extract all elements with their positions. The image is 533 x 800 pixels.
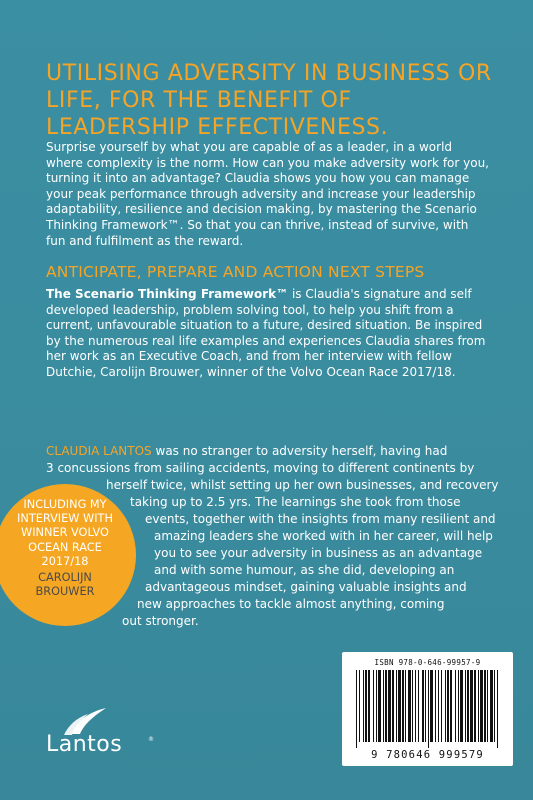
intro-paragraph: Surprise yourself by what you are capable of as a leader, in a world where complexity is the norm. How can you make adversity work for you, turning it into an advantage? Claudia shows you how you can manage your peak performance through adversity and increase your leadership adaptability, resilience and decision making, by mastering the Scenario Thinking Framework™. So that you can thrive, instead of survive, with fun and fulfilment as the reward.: [46, 140, 489, 248]
bio-line: and with some humour, as she did, developing an: [154, 563, 455, 577]
isbn-number: 9 780646 999579: [371, 749, 484, 761]
framework-description: is Claudia's signature and self developed leadership, problem solving tool, to help you shift from a current, unfavourable situation to a future, desired situation. Be inspired by the numerous real life examples and experiences Claudia shares from her work as an Executive Coach, and from her interview with fellow Dutchie, Carolijn Brouwer, winner of the Volvo Ocean Race 2017/18.: [46, 287, 486, 379]
isbn-barcode: [342, 652, 513, 766]
bio-line: you to see your adversity in business as an advantage: [154, 546, 483, 560]
bio-line-rest: was no stranger to adversity herself, having had: [151, 444, 448, 458]
badge-line: WINNER VOLVO: [21, 526, 109, 540]
badge-line: 2017/18: [41, 554, 89, 568]
bio-line: taking up to 2.5 yrs. The learnings she took from those: [130, 495, 461, 509]
barcode-bars: [354, 670, 501, 748]
section-subtitle: ANTICIPATE, PREPARE AND ACTION NEXT STEPS: [46, 263, 425, 281]
badge-name-line: BROUWER: [35, 585, 95, 599]
publisher-logo: [44, 704, 164, 760]
bio-line: out stronger.: [122, 614, 199, 628]
interview-badge: [0, 484, 136, 626]
publisher-name: Lantos: [46, 732, 123, 757]
badge-line: INCLUDING MY: [23, 498, 107, 511]
bio-line: amazing leaders she worked with in her career, will help: [154, 529, 493, 543]
bio-line: herself twice, whilst setting up her own businesses, and recovery: [106, 478, 499, 492]
badge-line: INTERVIEW WITH: [17, 512, 113, 526]
author-name: CLAUDIA LANTOS: [46, 444, 152, 458]
isbn-label: ISBN 978-0-646-99957-9: [374, 658, 481, 667]
bio-line: new approaches to tackle almost anything, coming: [137, 597, 445, 611]
cover-headline: UTILISING ADVERSITY IN BUSINESS OR LIFE, FOR THE BENEFIT OF LEADERSHIP EFFECTIVENESS.: [46, 61, 492, 140]
bio-line: 3 concussions from sailing accidents, moving to different continents by: [46, 461, 475, 475]
badge-line: OCEAN RACE: [28, 540, 102, 554]
trademark-mark: ®: [148, 736, 154, 743]
framework-name: The Scenario Thinking Framework™: [46, 287, 289, 301]
framework-paragraph: [46, 287, 491, 381]
bio-line: advantageous mindset, gaining valuable insights and: [145, 580, 467, 594]
bio-line: events, together with the insights from many resilient and: [145, 512, 496, 526]
badge-name-line: CAROLIJN: [38, 571, 92, 584]
bio-line: [46, 444, 447, 460]
